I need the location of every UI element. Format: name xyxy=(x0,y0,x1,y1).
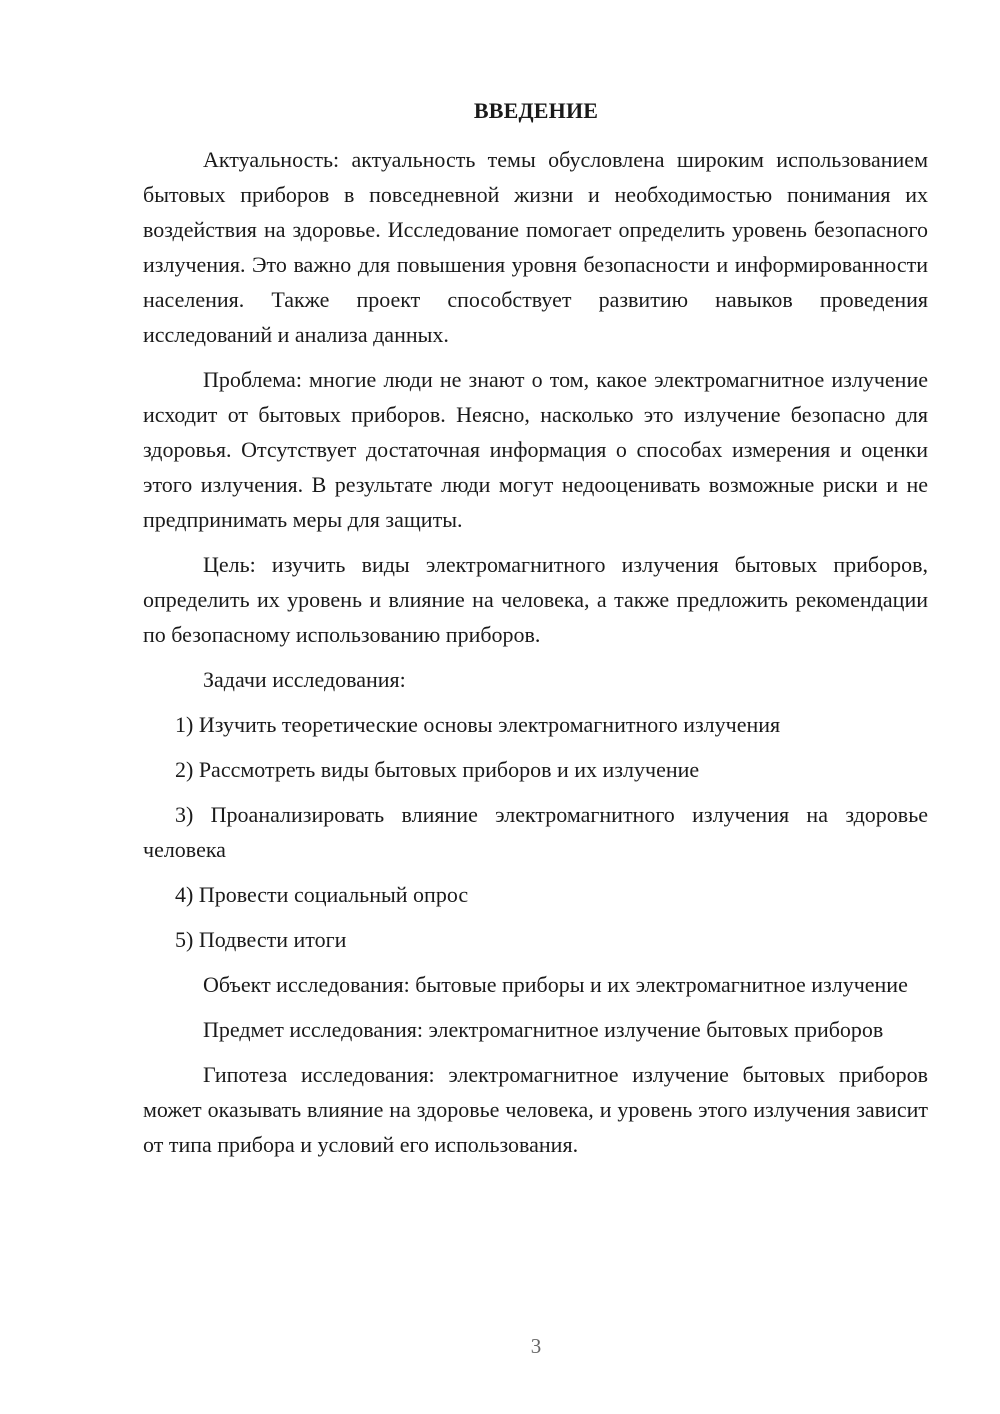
task-item-1: 1) Изучить теоретические основы электромагнитного излучения xyxy=(175,712,781,737)
object-paragraph: Объект исследования: бытовые приборы и их электромагнитное излучение xyxy=(203,972,908,997)
page-title: ВВЕДЕНИЕ xyxy=(473,98,599,123)
task-item-5: 5) Подвести итоги xyxy=(175,927,347,952)
goal-paragraph: Цель: изучить виды электромагнитного излучения бытовых приборов, определить их уровень и влияние на человека, а также предложить рекомендации по безопасному использованию приборов. xyxy=(143,552,928,647)
task-item-3: 3) Проанализировать влияние электромагнитного излучения на здоровье человека xyxy=(143,802,928,862)
page-number: 3 xyxy=(530,1334,542,1358)
document-body xyxy=(143,142,928,1172)
relevance-paragraph: Актуальность: актуальность темы обусловлена широким использованием бытовых приборов в повседневной жизни и необходимостью понимания их воздействия на здоровье. Исследование помогает определить уровень безопасного излучения. Это важно для повышения уровня безопасности и информированности населения. Также проект способствует развитию навыков проведения исследований и анализа данных. xyxy=(143,147,928,347)
task-item-4: 4) Провести социальный опрос xyxy=(175,882,469,907)
subject-paragraph: Предмет исследования: электромагнитное излучение бытовых приборов xyxy=(203,1017,884,1042)
hypothesis-paragraph: Гипотеза исследования: электромагнитное излучение бытовых приборов может оказывать влияние на здоровье человека, и уровень этого излучения зависит от типа прибора и условий его использования. xyxy=(143,1062,928,1157)
task-item-2: 2) Рассмотреть виды бытовых приборов и их излучение xyxy=(175,757,700,782)
problem-paragraph: Проблема: многие люди не знают о том, какое электромагнитное излучение исходит от бытовых приборов. Неясно, насколько это излучение безопасно для здоровья. Отсутствует достаточная информация о способах измерения и оценки этого излучения. В результате люди могут недооценивать возможные риски и не предпринимать меры для защиты. xyxy=(143,367,928,532)
tasks-heading: Задачи исследования: xyxy=(203,667,406,692)
